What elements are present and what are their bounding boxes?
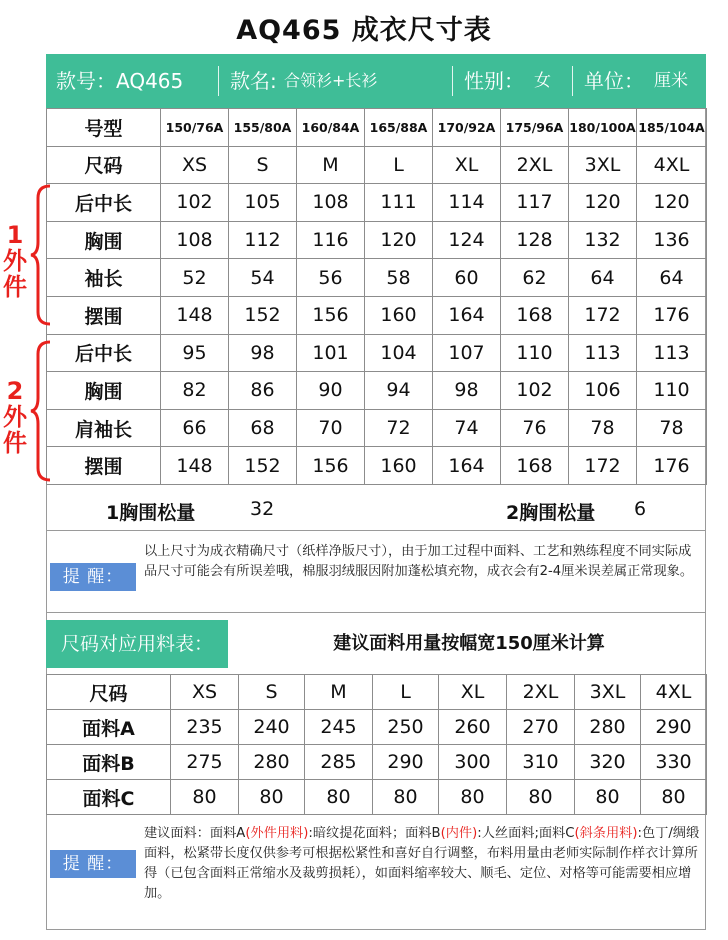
measurement-cell: 104 [365, 334, 433, 372]
divider [46, 612, 706, 613]
measurement-row [47, 372, 707, 410]
measurement-cell: 108 [297, 184, 365, 222]
fabric-row [47, 745, 707, 780]
measurement-cell: 113 [637, 334, 707, 372]
measurement-cell: 107 [433, 334, 501, 372]
measurement-cell: 74 [433, 409, 501, 447]
chest-ease-row [46, 490, 706, 530]
unit-label: 单位： [584, 69, 644, 93]
info-bar [46, 54, 706, 108]
measurement-cell: 98 [229, 334, 297, 372]
measurement-cell: 111 [365, 184, 433, 222]
measurement-cell: 117 [501, 184, 569, 222]
fabric-size-row [47, 675, 707, 710]
measurement-cell: 64 [569, 259, 637, 297]
measurement-cell: 114 [433, 184, 501, 222]
fabric-cell: 310 [507, 745, 575, 780]
group1-annotation: 1外件 [3, 221, 27, 301]
measurement-cell: 62 [501, 259, 569, 297]
reminder-tag: 提 醒： [50, 850, 136, 878]
measurement-row [47, 296, 707, 334]
measurement-cell: 120 [637, 184, 707, 222]
reminder-highlight: (内件) [440, 826, 478, 841]
divider [218, 66, 219, 96]
fit-cell: 170/92A [433, 109, 501, 147]
reminder-text: 以上尺寸为成衣精确尺寸（纸样净版尺寸），由于加工过程中面料、工艺和熟练程度不同实际成品尺寸可能会有所误差哦，棉服羽绒服因附加蓬松填充物，成衣会有2-4厘米误差属正常现象。 [144, 544, 694, 579]
fabric-cell: 80 [373, 780, 439, 815]
fit-cell: 165/88A [365, 109, 433, 147]
measurement-cell: 95 [161, 334, 229, 372]
fabric-cell: 330 [641, 745, 707, 780]
fit-cell: 150/76A [161, 109, 229, 147]
fabric-label: 面料A [47, 710, 171, 745]
page-title: AQ465 成衣尺寸表 [236, 15, 492, 46]
fit-cell: 155/80A [229, 109, 297, 147]
reminder-highlight: (外件用料) [245, 826, 309, 841]
measurement-cell: 102 [161, 184, 229, 222]
reminder-text-part: 建议面料：面料A [144, 826, 246, 841]
measurement-label: 摆围 [47, 447, 161, 485]
measurement-cell: 156 [297, 447, 365, 485]
measurement-cell: 106 [569, 372, 637, 410]
size-cell: S [229, 146, 297, 184]
fabric-cell: 250 [373, 710, 439, 745]
measurement-cell: 66 [161, 409, 229, 447]
size-cell: 2XL [501, 146, 569, 184]
measurement-cell: 110 [501, 334, 569, 372]
size-row [47, 146, 707, 184]
style-number: 款号：AQ465 [56, 69, 184, 93]
fabric-cell: 80 [641, 780, 707, 815]
measurement-cell: 132 [569, 221, 637, 259]
fit-cell: 185/104A [637, 109, 707, 147]
measurement-cell: 60 [433, 259, 501, 297]
size-cell: S [239, 675, 305, 710]
measurement-cell: 152 [229, 447, 297, 485]
fabric-size-header: 尺码 [47, 675, 171, 710]
measurement-label: 袖长 [47, 259, 161, 297]
fabric-cell: 275 [171, 745, 239, 780]
measurement-cell: 78 [569, 409, 637, 447]
measurement-label: 摆围 [47, 296, 161, 334]
fabric-cell: 270 [507, 710, 575, 745]
measurement-cell: 128 [501, 221, 569, 259]
ease-label-1: 1胸围松量 [106, 502, 196, 524]
measurement-row [47, 259, 707, 297]
measurement-cell: 148 [161, 296, 229, 334]
measurement-cell: 148 [161, 447, 229, 485]
fabric-section-note: 建议面料用量按幅宽150厘米计算 [333, 633, 605, 654]
measurement-cell: 108 [161, 221, 229, 259]
measurement-cell: 164 [433, 447, 501, 485]
measurement-cell: 72 [365, 409, 433, 447]
reminder-text-part: :色丁/绸缎面料，松紧带长度仅供参考可根据松紧性和喜好自行调整，布料用量由老师实际制作样衣计算所得（已包含面料正常缩水及裁剪损耗），如面料缩率较大、顺毛、定位、对格等可能需要相应增加。 [144, 826, 700, 901]
fabric-label: 面料B [47, 745, 171, 780]
measurement-cell: 176 [637, 296, 707, 334]
style-name-label: 款名: [230, 69, 277, 93]
fabric-cell: 285 [305, 745, 373, 780]
size-cell: XL [433, 146, 501, 184]
fabric-cell: 245 [305, 710, 373, 745]
measurement-label: 肩袖长 [47, 409, 161, 447]
measurement-cell: 172 [569, 296, 637, 334]
measurement-cell: 116 [297, 221, 365, 259]
size-cell: M [297, 146, 365, 184]
fabric-row [47, 780, 707, 815]
size-header: 尺码 [47, 146, 161, 184]
measurement-cell: 86 [229, 372, 297, 410]
measurement-cell: 160 [365, 447, 433, 485]
measurement-cell: 156 [297, 296, 365, 334]
size-cell: 4XL [637, 146, 707, 184]
gender-value: 女 [534, 71, 551, 91]
measurement-cell: 176 [637, 447, 707, 485]
measurement-cell: 172 [569, 447, 637, 485]
fabric-section-title: 尺码对应用料表： [46, 620, 228, 668]
measurement-cell: 56 [297, 259, 365, 297]
measurement-cell: 68 [229, 409, 297, 447]
fit-cell: 180/100A [569, 109, 637, 147]
fabric-label: 面料C [47, 780, 171, 815]
divider [452, 66, 453, 96]
measurement-label: 后中长 [47, 334, 161, 372]
fabric-cell: 80 [507, 780, 575, 815]
size-cell: XL [439, 675, 507, 710]
group1-brace [30, 184, 52, 326]
size-cell: XS [161, 146, 229, 184]
unit-value: 厘米 [654, 71, 688, 91]
measurement-cell: 101 [297, 334, 365, 372]
measurement-cell: 105 [229, 184, 297, 222]
measurement-cell: 136 [637, 221, 707, 259]
measurement-cell: 78 [637, 409, 707, 447]
measurement-cell: 64 [637, 259, 707, 297]
fabric-cell: 280 [239, 745, 305, 780]
measurement-label: 后中长 [47, 184, 161, 222]
fabric-cell: 240 [239, 710, 305, 745]
measurement-cell: 90 [297, 372, 365, 410]
measurement-cell: 54 [229, 259, 297, 297]
measurement-cell: 168 [501, 296, 569, 334]
size-cell: XS [171, 675, 239, 710]
fit-cell: 175/96A [501, 109, 569, 147]
measurement-cell: 94 [365, 372, 433, 410]
fit-cell: 160/84A [297, 109, 365, 147]
size-cell: M [305, 675, 373, 710]
ease-value-1: 32 [250, 498, 275, 520]
measurement-cell: 164 [433, 296, 501, 334]
size-cell: L [365, 146, 433, 184]
measurement-row [47, 221, 707, 259]
size-cell: L [373, 675, 439, 710]
fabric-cell: 300 [439, 745, 507, 780]
measurement-row [47, 447, 707, 485]
measurement-cell: 120 [569, 184, 637, 222]
fabric-cell: 260 [439, 710, 507, 745]
measurement-cell: 160 [365, 296, 433, 334]
fit-row [47, 109, 707, 147]
style-name: 合领衫+长衫 [284, 71, 378, 90]
measurement-cell: 82 [161, 372, 229, 410]
reminder-text-part: :暗纹提花面料；面料B [308, 826, 441, 841]
measurement-cell: 98 [433, 372, 501, 410]
measurement-cell: 70 [297, 409, 365, 447]
fabric-cell: 290 [373, 745, 439, 780]
fabric-reminder-text [144, 824, 700, 904]
measurement-cell: 124 [433, 221, 501, 259]
size-cell: 2XL [507, 675, 575, 710]
ease-value-2: 6 [634, 498, 647, 520]
fabric-cell: 80 [439, 780, 507, 815]
measurement-cell: 168 [501, 447, 569, 485]
fabric-table [46, 674, 707, 815]
fabric-cell: 80 [171, 780, 239, 815]
measurement-row [47, 184, 707, 222]
fabric-cell: 235 [171, 710, 239, 745]
measurement-cell: 120 [365, 221, 433, 259]
measurement-label: 胸围 [47, 372, 161, 410]
fit-header: 号型 [47, 109, 161, 147]
fabric-cell: 80 [305, 780, 373, 815]
measurement-row [47, 409, 707, 447]
size-table [46, 108, 707, 485]
fabric-row [47, 710, 707, 745]
fabric-cell: 290 [641, 710, 707, 745]
measurement-cell: 113 [569, 334, 637, 372]
size-cell: 3XL [569, 146, 637, 184]
measurement-cell: 52 [161, 259, 229, 297]
size-cell: 3XL [575, 675, 641, 710]
fabric-cell: 80 [239, 780, 305, 815]
measurement-cell: 76 [501, 409, 569, 447]
divider [572, 66, 573, 96]
measurement-label: 胸围 [47, 221, 161, 259]
size-cell: 4XL [641, 675, 707, 710]
reminder-highlight: (斜条用料) [574, 826, 638, 841]
measurement-cell: 58 [365, 259, 433, 297]
ease-label-2: 2胸围松量 [506, 502, 596, 524]
measurement-cell: 102 [501, 372, 569, 410]
group2-annotation: 2外件 [3, 377, 27, 457]
gender-label: 性别： [464, 69, 524, 93]
measurement-cell: 152 [229, 296, 297, 334]
measurement-cell: 112 [229, 221, 297, 259]
reminder-tag: 提 醒： [50, 563, 136, 591]
fabric-cell: 80 [575, 780, 641, 815]
fabric-cell: 280 [575, 710, 641, 745]
fabric-cell: 320 [575, 745, 641, 780]
divider [46, 530, 706, 531]
measurement-cell: 110 [637, 372, 707, 410]
group2-brace [30, 340, 52, 482]
reminder-text-part: :人丝面料;面料C [477, 826, 575, 841]
measurement-row [47, 334, 707, 372]
